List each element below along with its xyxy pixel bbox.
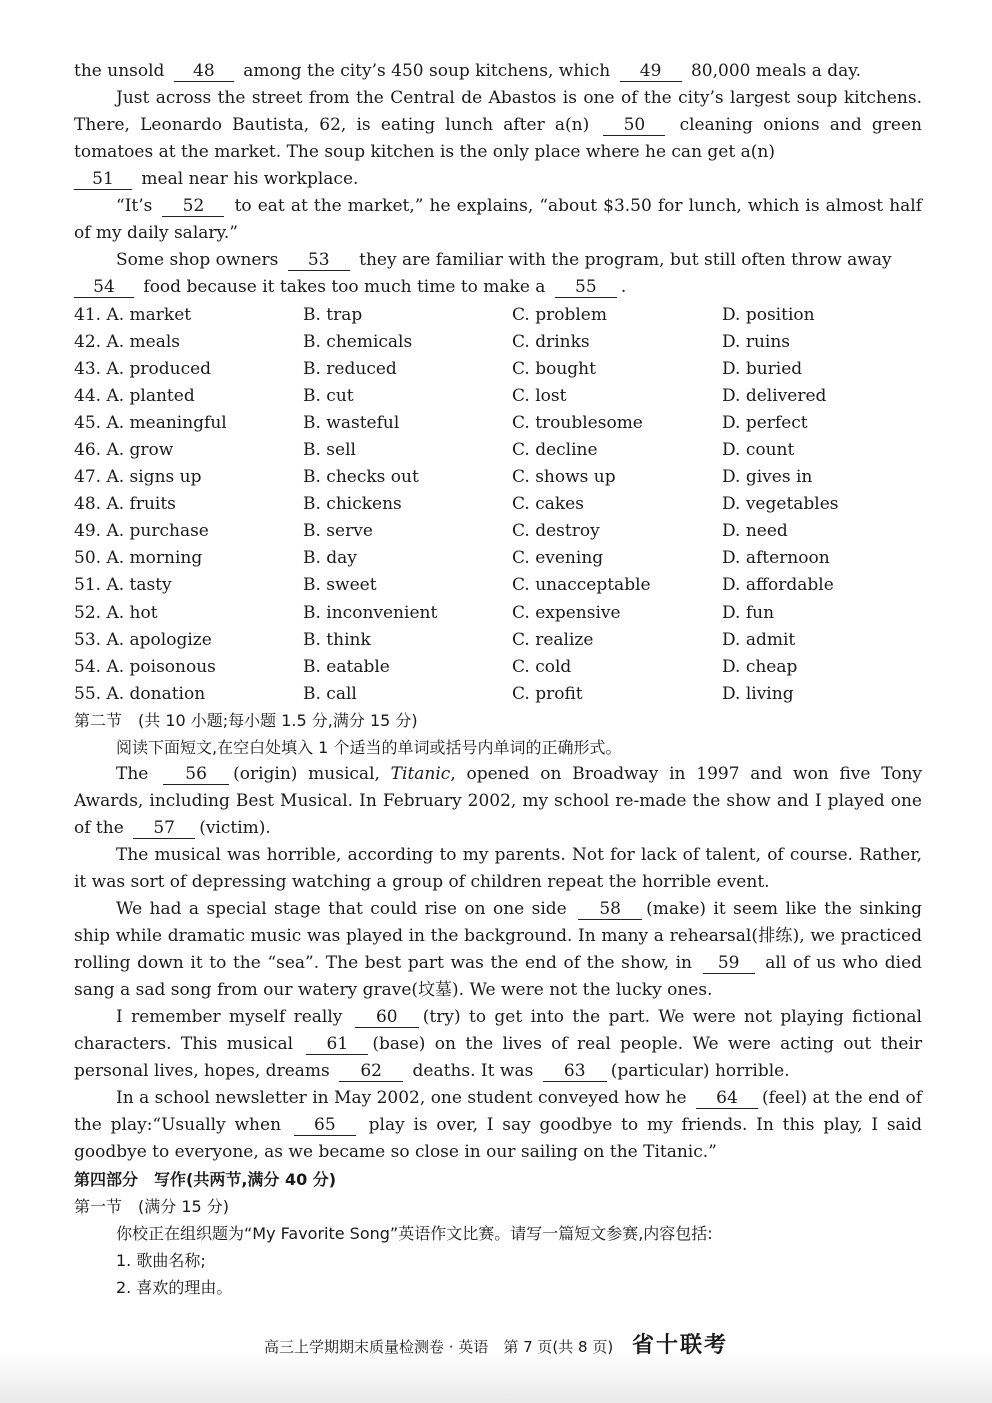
text: among the city’s 450 soup kitchens, which — [243, 61, 611, 81]
option-c: C. expensive — [512, 602, 621, 623]
text: meal near his workplace. — [141, 169, 359, 189]
option-b: B. chemicals — [303, 331, 413, 352]
blank-62: 62 — [339, 1061, 403, 1082]
text: , opened on Broadway in 1997 and won five Tony Awards, including Best Musical. In February 2002, my school re-made the show and I played one of the — [74, 764, 923, 839]
option-b: B. chickens — [303, 494, 402, 515]
option-c: C. problem — [512, 304, 607, 325]
text: (origin) musical, — [233, 764, 380, 785]
option-c: C. shows up — [512, 467, 616, 488]
blank-55: 55 — [555, 277, 617, 298]
passage-paragraph-2 — [74, 85, 922, 193]
text: play is over, I say goodbye to my friends. In this play, I said goodbye to everyone, as we became so close in our sailing on the Titanic.” — [74, 1115, 923, 1163]
blank-51: 51 — [74, 169, 132, 190]
option-row-48 — [74, 491, 922, 518]
text: Some shop owners — [116, 250, 279, 270]
option-a: 52. A. hot — [74, 602, 158, 623]
writing-task: 你校正在组织题为“My Favorite Song”英语作文比赛。请写一篇短文参赛,内容包括: — [116, 1224, 713, 1244]
page-bottom-shade — [0, 1352, 992, 1403]
text: the unsold — [74, 61, 165, 81]
option-a: 45. A. meaningful — [74, 412, 227, 433]
text: (make) it seem like the sinking ship while dramatic music was played in the background. In many a rehearsal(排练), we practiced rolling down it to the “sea”. The best part was the end of the show, in — [74, 899, 923, 974]
section-2-heading: 第二节 (共 10 小题;每小题 1.5 分,满分 15 分) — [74, 711, 418, 731]
brand-logo: 省十联考 — [631, 1333, 728, 1358]
option-d: D. count — [722, 440, 795, 461]
text: to eat at the market,” he explains, “about $3.50 for lunch, which is almost half of my daily salary.” — [74, 196, 923, 243]
option-c: C. troublesome — [512, 412, 643, 433]
writing-item-2: 2. 喜欢的理由。 — [116, 1278, 233, 1298]
option-a: 42. A. meals — [74, 331, 181, 352]
option-c: C. bought — [512, 358, 596, 379]
option-d: D. perfect — [722, 412, 808, 433]
blank-60: 60 — [355, 1007, 419, 1028]
text: cleaning onions and green tomatoes at the market. The soup kitchen is the only place where he can get a(n) — [74, 115, 923, 162]
option-c: C. lost — [512, 385, 567, 406]
option-d: D. delivered — [722, 385, 827, 406]
option-row-55 — [74, 680, 922, 707]
option-row-49 — [74, 518, 922, 545]
option-c: C. destroy — [512, 521, 600, 542]
text: deaths. It was — [412, 1061, 534, 1082]
option-a: 46. A. grow — [74, 440, 174, 461]
section2-paragraph-5 — [74, 1085, 922, 1166]
musical-title: Titanic — [390, 764, 451, 785]
blank-56: 56 — [163, 764, 229, 785]
option-row-50 — [74, 545, 922, 572]
option-d: D. position — [722, 304, 815, 325]
text: (try) to get into the part. We were not playing fictional characters. This musical — [74, 1007, 922, 1055]
blank-48: 48 — [174, 61, 234, 82]
option-c: C. decline — [512, 440, 598, 461]
blank-59: 59 — [703, 953, 755, 974]
option-b: B. day — [303, 548, 357, 569]
blank-57: 57 — [133, 818, 195, 839]
option-d: D. vegetables — [722, 494, 839, 515]
option-a: 50. A. morning — [74, 548, 203, 569]
text: (victim). — [199, 818, 271, 839]
option-c: C. cold — [512, 656, 572, 677]
option-row-53 — [74, 626, 922, 653]
options-table — [74, 301, 922, 707]
option-b: B. serve — [303, 521, 373, 542]
option-row-41 — [74, 301, 922, 328]
option-b: B. sweet — [303, 575, 377, 596]
text: “It’s — [116, 196, 153, 216]
option-a: 44. A. planted — [74, 385, 195, 406]
part-4-heading: 第四部分 写作(共两节,满分 40 分) — [74, 1170, 337, 1190]
text: food because it takes too much time to make a — [143, 277, 546, 297]
option-row-46 — [74, 436, 922, 463]
option-b: B. eatable — [303, 656, 390, 677]
text: We had a special stage that could rise on one side — [116, 899, 567, 920]
option-a: 55. A. donation — [74, 683, 206, 704]
option-row-47 — [74, 464, 922, 491]
blank-58: 58 — [578, 899, 642, 920]
text: The — [116, 764, 149, 785]
option-c: C. unacceptable — [512, 575, 651, 596]
text: (base) on the lives of real people. We were acting out their personal lives, hopes, dreams — [74, 1034, 922, 1082]
blank-53: 53 — [288, 250, 350, 271]
option-row-45 — [74, 409, 922, 436]
blank-64: 64 — [696, 1088, 758, 1109]
option-c: C. realize — [512, 629, 594, 650]
text: Just across the street from the Central de Abastos is one of the city’s largest soup kitchens. There, Leonardo Bautista, 62, is eating lunch after a(n) — [74, 88, 922, 135]
option-a: 43. A. produced — [74, 358, 212, 379]
option-row-44 — [74, 382, 922, 409]
option-b: B. checks out — [303, 467, 419, 488]
text: (feel) at the end of the play:“Usually when — [74, 1088, 923, 1136]
option-a: 54. A. poisonous — [74, 656, 216, 677]
option-d: D. need — [722, 521, 788, 542]
option-b: B. call — [303, 683, 357, 704]
blank-50: 50 — [603, 115, 665, 136]
blank-61: 61 — [306, 1034, 368, 1055]
writing-item-1: 1. 歌曲名称; — [116, 1251, 206, 1271]
text: they are familiar with the program, but still often throw away — [359, 250, 892, 270]
option-row-42 — [74, 328, 922, 355]
page-footer — [0, 1328, 992, 1359]
passage-paragraph-3 — [74, 193, 922, 247]
section2-paragraph-2: The musical was horrible, according to my parents. Not for lack of talent, of course. Rather, it was sort of depressing watching a group of children repeat the horrible event. — [74, 845, 922, 893]
option-a: 53. A. apologize — [74, 629, 212, 650]
blank-54: 54 — [74, 277, 134, 298]
section2-paragraph-3 — [74, 896, 922, 1004]
option-d: D. afternoon — [722, 548, 830, 569]
option-c: C. cakes — [512, 494, 584, 515]
option-a: 49. A. purchase — [74, 521, 209, 542]
option-b: B. reduced — [303, 358, 397, 379]
passage-paragraph-1 — [74, 58, 922, 85]
option-row-54 — [74, 653, 922, 680]
option-a: 41. A. market — [74, 304, 192, 325]
footer-text: 高三上学期期末质量检测卷 · 英语 第 7 页(共 8 页) — [264, 1338, 614, 1356]
option-c: C. evening — [512, 548, 604, 569]
option-d: D. fun — [722, 602, 775, 623]
blank-49: 49 — [620, 61, 682, 82]
option-c: C. drinks — [512, 331, 590, 352]
option-d: D. admit — [722, 629, 796, 650]
option-c: C. profit — [512, 683, 583, 704]
blank-65: 65 — [294, 1115, 356, 1136]
option-d: D. ruins — [722, 331, 791, 352]
text: In a school newsletter in May 2002, one student conveyed how he — [116, 1088, 687, 1109]
option-d: D. affordable — [722, 575, 834, 596]
option-a: 48. A. fruits — [74, 494, 176, 515]
section-2-instruction: 阅读下面短文,在空白处填入 1 个适当的单词或括号内单词的正确形式。 — [116, 738, 622, 758]
option-b: B. inconvenient — [303, 602, 438, 623]
text: . — [620, 277, 627, 297]
blank-52: 52 — [162, 196, 224, 217]
part-4-section-1-heading: 第一节 (满分 15 分) — [74, 1197, 230, 1217]
passage-paragraph-4 — [74, 247, 922, 301]
option-row-43 — [74, 355, 922, 382]
option-b: B. wasteful — [303, 412, 400, 433]
option-b: B. think — [303, 629, 371, 650]
blank-63: 63 — [543, 1061, 607, 1082]
exam-page — [74, 58, 922, 1301]
option-row-51 — [74, 572, 922, 599]
option-d: D. gives in — [722, 467, 813, 488]
option-d: D. living — [722, 683, 794, 704]
option-b: B. sell — [303, 440, 356, 461]
text: all of us who died sang a sad song from our watery grave(坟墓). We were not the lucky ones. — [74, 953, 923, 1001]
text: (particular) horrible. — [610, 1061, 790, 1082]
section2-paragraph-1 — [74, 761, 922, 842]
option-a: 47. A. signs up — [74, 467, 202, 488]
option-a: 51. A. tasty — [74, 575, 172, 596]
option-row-52 — [74, 599, 922, 626]
option-b: B. trap — [303, 304, 363, 325]
option-d: D. cheap — [722, 656, 798, 677]
option-b: B. cut — [303, 385, 354, 406]
option-d: D. buried — [722, 358, 803, 379]
section2-paragraph-4 — [74, 1004, 922, 1085]
text: I remember myself really — [116, 1007, 343, 1028]
text: 80,000 meals a day. — [690, 61, 862, 81]
